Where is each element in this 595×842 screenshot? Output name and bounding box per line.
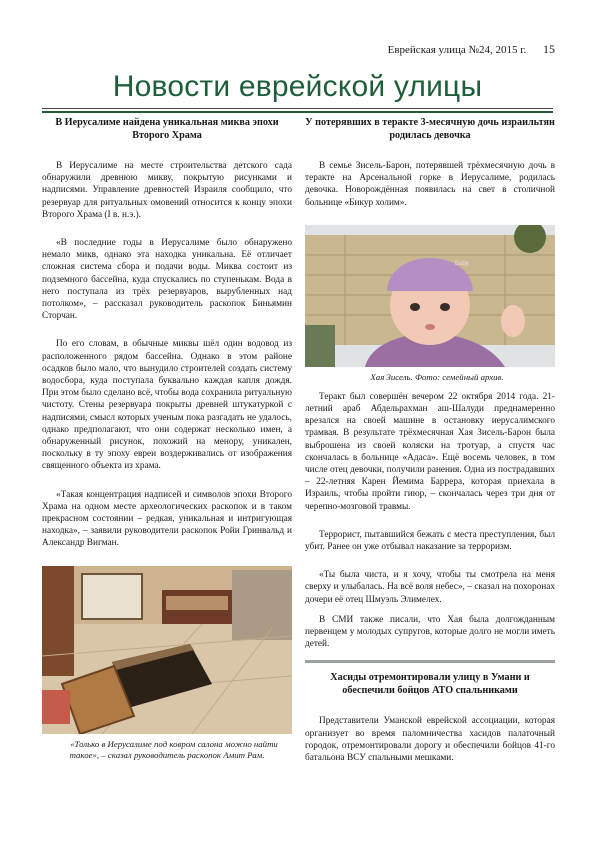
left-headline: В Иерусалиме найдена уникальная миква эпохи Второго Храма (55, 117, 279, 141)
left-paragraph: «В последние годы в Иерусалиме было обнаружено немало микв, однако эта находка уникальна. Её отличает сложная система сбора и подачи воды. Миква состоит из подземного бассейна, куда спускались по ступенькам. Вода в него поступала из трёх резервуаров, вырубленных над потолком», – рассказал руководитель раскопок Биньямин Сторчан. (42, 238, 292, 322)
right-paragraph: Террорист, пытавшийся бежать с места преступления, был убит. Ранее он уже отбывал наказание за терроризм. (305, 529, 555, 553)
left-paragraph: «Такая концентрация надписей и символов эпохи Второго Храма на одном месте археологических раскопок и в таком прекрасном состоянии – редкая, уникальная и интригующая находка», – заявили руководители раскопок Ройи Гринвальд и Александр Вигман. (42, 489, 292, 549)
right-paragraph: «Ты была чиста, и я хочу, чтобы ты смотрела на меня сверху и улыбалась. На всё воля небес», – сказал на похоронах дочери её отец Шмуэль Элимелех. (305, 570, 555, 605)
page-number: 15 (543, 42, 555, 56)
left-column (42, 116, 292, 761)
right-paragraph: Представители Уманской еврейской ассоциации, которая организует во время паломничества хасидов палаточный городок, отремонтировали дорогу и обеспечили бойцов 41-го батальона ВСУ спальными мешками. (305, 716, 555, 764)
title-rule-thick (42, 111, 553, 113)
running-header (388, 42, 555, 57)
baby-photo (305, 225, 555, 367)
issue-label: Еврейская улица №24, 2015 г. (387, 44, 527, 56)
left-paragraph: По его словам, в обычные миквы шёл один водовод из расположенного рядом бассейна. Однако в этом районе осадков было мало, что вынудило строителей создать систему водосбора, куда поступала буквально каждая капля дождя. При этом было сделано всё, чтобы вода сохранила ритуальную чистоту. Стены резервуара покрыты древней штукатуркой с надписями, смысл которых ученым пока разгадать не удалось, однако предполагают, что они содержат несколько имен, а обнаруженный рисунок, похожий на менору, уникален, поскольку в ту эпоху евреи воздерживались от изображения священного объекта из храма. (42, 339, 292, 472)
left-paragraph: В Иерусалиме на месте строительства детского сада обнаружили древнюю микву, покрытую рисунками и надписями. Управление древностей Израиля сообщило, что резервуар для ритуальных омовений относится к концу эпохи Второго Храма (I в. н.э.). (42, 161, 292, 220)
baby-hat-text: Baby (455, 260, 469, 267)
article-separator (305, 660, 555, 663)
mikveh-photo-caption: «Только в Иерусалиме под ковром салона можно найти такое», – сказал руководитель раскопок Амит Рам. (69, 738, 278, 760)
right-headline-2: Хасиды отремонтировали улицу в Умани и обеспечили бойцов АТО спальниками (330, 672, 530, 697)
right-paragraph: В СМИ также писали, что Хая была долгожданным первенцем у молодых супругов, которые долго не могли иметь детей. (305, 614, 555, 650)
mikveh-photo-illustration (42, 566, 292, 734)
section-title: Новости еврейской улицы (112, 70, 483, 103)
right-paragraph: Теракт был совершён вечером 22 октября 2014 года. 21-летний араб Абдельрахман аш-Шалуди преднамеренно врезался на своей машине в остановку иерусалимского трамвая. В результате трёхмесячная Хая Зисель-Барон была выброшена из своей коляски на тротуар, а спустя час скончалась в больнице «Адаса». Ещё восемь человек, в том числе отец девочки, получили ранения. Одна из пострадавших – 22-летняя Карен Йемима Баррера, которая приехала в Израиль, чтобы пройти гиюр, – скончалась через три дня от черепно-мозговой травмы. (305, 391, 555, 512)
baby-photo-caption: Хая Зисель. Фото: семейный архив. (370, 371, 504, 382)
baby-photo-illustration (305, 225, 555, 367)
right-column (305, 116, 555, 772)
right-paragraph: В семье Зисель-Барон, потерявшей трёхмесячную дочь в теракте на Арсенальной горке в Иерусалиме, родилась девочка. Новорождённая появилась на свет в столичной больнице «Бикур холим». (305, 161, 555, 208)
title-rule-thin (42, 108, 553, 109)
mikveh-photo (42, 566, 292, 734)
right-headline: У потерявших в теракте 3-месячную дочь израильтян родилась девочка (305, 117, 555, 141)
